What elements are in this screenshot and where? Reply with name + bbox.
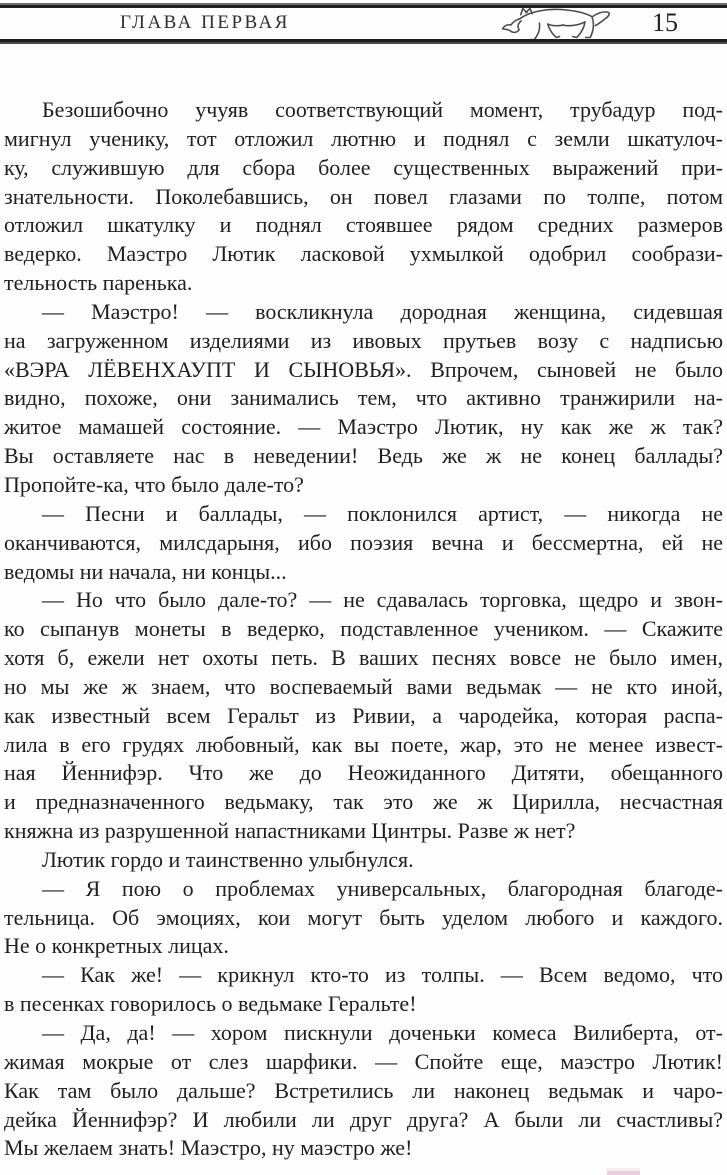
text-line: оканчиваются, милсдарыня, ибо поэзия вечна и бессмертна, ей не (4, 529, 723, 555)
text-line: ку, служившую для сбора более существенных выражений при- (4, 154, 723, 180)
text-line: — Маэстро! — воскликнула дородная женщина, сидевшая (42, 298, 723, 324)
paragraph (4, 875, 723, 962)
text-line: Мы желаем знать! Маэстро, ну маэстро же! (4, 1135, 413, 1161)
text-line: — Песни и баллады, — поклонился артист, — никогда не (42, 500, 723, 526)
text-line: Как там было дальше? Встретились ли наконец ведьмак и чаро- (4, 1077, 723, 1103)
text-line: видно, похоже, они занимались тем, что активно транжирили на- (4, 385, 723, 411)
text-line: тельница. Об эмоциях, кои могут быть уделом любого и каждого. (4, 904, 723, 930)
text-line: мигнул ученику, тот отложил лютню и поднял с земли шкатулоч- (4, 125, 723, 151)
text-line: — Да, да! — хором пискнули доченьки комеса Вилиберта, от- (42, 1020, 723, 1045)
text-line: княжна из разрушенной напастниками Цинтры. Разве ж нет? (4, 818, 576, 844)
text-line: — Я пою о проблемах универсальных, благородная благоде- (42, 875, 723, 901)
page-number: 15 (652, 8, 678, 37)
text-line: житое мамашей состояние. — Маэстро Лютик, ну как же ж так? (4, 414, 723, 440)
text-line: «ВЭРА ЛЁВЕНХАУПТ И СЫНОВЬЯ». Впрочем, сыновей не было (4, 356, 723, 382)
text-line: Вы оставляете нас в неведении! Ведь же ж не конец баллады? (4, 443, 723, 469)
text-line: — Как же! — крикнул кто-то из толпы. — Всем ведомо, что (42, 962, 723, 988)
header-top-rule (0, 3, 727, 8)
header-bottom-rule (0, 39, 727, 44)
paragraph (4, 961, 723, 1019)
text-line: ная Йеннифэр. Что же до Неожиданного Дитяти, обещанного (4, 760, 723, 786)
page-text (0, 48, 727, 1163)
paragraph (4, 96, 723, 298)
text-line: Не о конкретных лицах. (4, 933, 229, 959)
text-line: ведерко. Маэстро Лютик ласковой ухмылкой одобрил сообрази- (4, 241, 723, 267)
text-line: Пропойте-ка, что было дале-то? (4, 471, 304, 497)
paragraph (4, 298, 723, 500)
text-line: дейка Йеннифэр? И любили ли друг друга? А были ли счастливы? (4, 1106, 723, 1132)
text-line: лила в его грудях любовный, как вы поете, жар, это не менее извест- (4, 731, 723, 757)
text-line: в песенках говорилось о ведьмаке Геральте! (4, 991, 417, 1017)
text-line: ко сыпанув монеты в ведерко, подставленное учеником. — Скажите (4, 616, 723, 642)
wolf-ornament-icon (501, 2, 613, 44)
paragraph (4, 1019, 723, 1163)
text-line: Лютик гордо и таинственно улыбнулся. (42, 846, 414, 872)
text-line: отложил шкатулку и поднял стоявшее рядом средних размеров (4, 212, 723, 238)
text-line: жимая мокрые от слез шарфики. — Спойте еще, маэстро Лютик! (4, 1048, 723, 1074)
running-head (0, 0, 727, 48)
text-line: Безошибочно учуяв соответствующий момент, трубадур под- (42, 97, 723, 122)
bottom-pink-strip (607, 1168, 640, 1175)
text-line: хотя б, ежели нет охоты петь. В ваших песнях вовсе не было имен, (4, 645, 723, 671)
text-line: знательности. Поколебавшись, он повел глазами по толпе, потом (4, 183, 723, 209)
paragraph (4, 846, 723, 875)
text-line: как известный всем Геральт из Ривии, а чародейка, которая распа- (4, 702, 723, 728)
chapter-title: ГЛАВА ПЕРВАЯ (120, 12, 290, 33)
text-line: тельность паренька. (4, 270, 193, 296)
paragraph (4, 586, 723, 846)
text-line: и предназначенного ведьмаку, так это же ж Цирилла, несчастная (4, 789, 723, 815)
text-line: но мы же ж знаем, что воспеваемый вами ведьмак — не кто иной, (4, 673, 723, 699)
text-line: ведомы ни начала, ни концы... (4, 558, 287, 584)
text-line: — Но что было дале-то? — не сдавалась торговка, щедро и звон- (42, 587, 723, 613)
text-line: на загруженном изделиями из ивовых прутьев возу с надписью (4, 327, 723, 353)
paragraph (4, 500, 723, 587)
